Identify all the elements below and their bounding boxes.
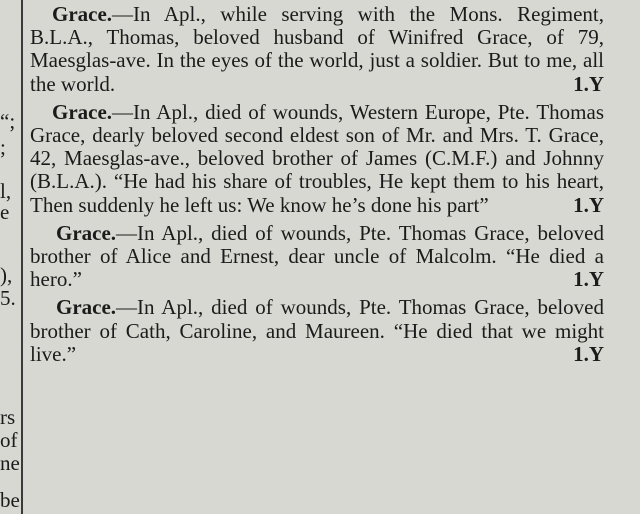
notice-surname: Grace. bbox=[52, 99, 113, 124]
gutter-fragment: “; bbox=[0, 109, 16, 133]
gutter-fragment: e bbox=[0, 200, 10, 224]
notice-signature: 1.Y bbox=[573, 192, 604, 217]
gutter-fragment: rs bbox=[0, 405, 16, 429]
memoriam-notice bbox=[30, 222, 604, 292]
memoriam-notice bbox=[30, 296, 604, 366]
memoriam-notice bbox=[30, 3, 604, 96]
gutter-fragment: be bbox=[0, 488, 20, 512]
notice-signature: 1.Y bbox=[573, 71, 604, 96]
adjacent-column-fragments bbox=[0, 0, 20, 514]
memoriam-column bbox=[30, 3, 604, 371]
notice-signature: 1.Y bbox=[573, 267, 604, 292]
gutter-fragment: 5. bbox=[0, 286, 16, 310]
notice-text: —In Apl., while serving with the Mons. Regiment, B.L.A., Thomas, beloved husband of Winifred Grace, of 79, Maesglas-ave. In the eyes of the world, just a soldier. But to me, all the world. bbox=[30, 2, 604, 96]
column-rule bbox=[21, 0, 23, 514]
notice-signature: 1.Y bbox=[573, 341, 604, 366]
gutter-fragment: ), bbox=[0, 263, 13, 287]
notice-text: —In Apl., died of wounds, Western Europe, Pte. Thomas Grace, dearly beloved second eldest son of Mr. and Mrs. T. Grace, 42, Maesglas-ave., beloved brother of James (C.M.F.) and Johnny (B.L.A.). “He had his share of troubles, He kept them to his heart, Then suddenly he left us: We know he’s done his part” bbox=[30, 99, 604, 217]
gutter-fragment: l, bbox=[0, 179, 12, 203]
notice-text: —In Apl., died of wounds, Pte. Thomas Grace, beloved brother of Cath, Caroline, and Maureen. “He died that we might live.” bbox=[30, 295, 604, 366]
gutter-fragment: ne bbox=[0, 451, 20, 475]
memoriam-notice bbox=[30, 101, 604, 217]
notice-surname: Grace. bbox=[56, 295, 117, 320]
notice-surname: Grace. bbox=[52, 2, 113, 26]
notice-text: —In Apl., died of wounds, Pte. Thomas Grace, beloved brother of Alice and Ernest, dear uncle of Malcolm. “He died a hero.” bbox=[30, 220, 604, 292]
gutter-fragment: ; bbox=[0, 135, 6, 159]
notice-surname: Grace. bbox=[56, 220, 117, 245]
gutter-fragment: of bbox=[0, 428, 18, 452]
